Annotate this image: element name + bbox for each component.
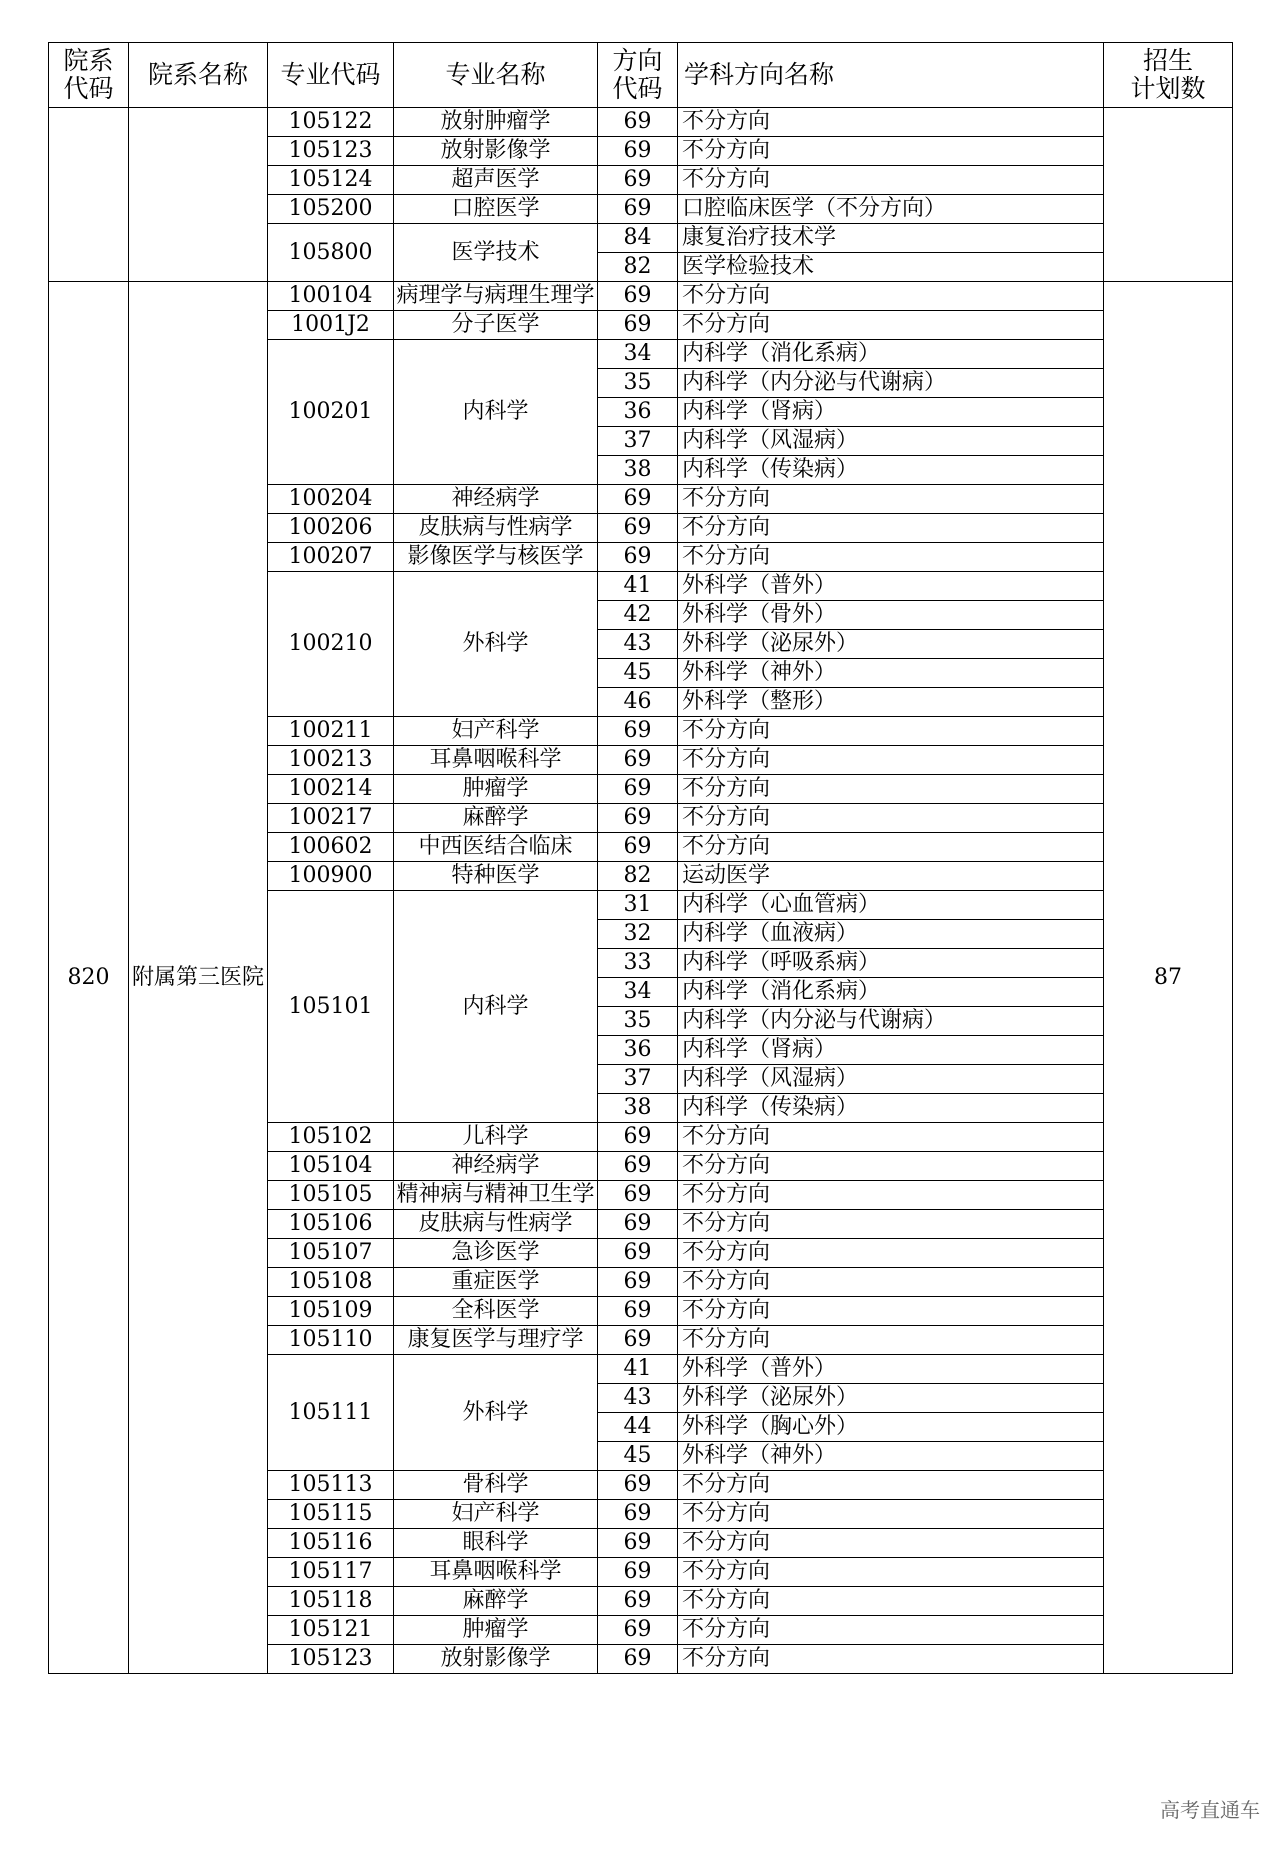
direction-code-cell: 69 xyxy=(598,804,678,833)
direction-name-cell: 康复治疗技术学 xyxy=(678,224,1104,253)
direction-name-cell: 不分方向 xyxy=(678,717,1104,746)
direction-name-cell: 口腔临床医学（不分方向） xyxy=(678,195,1104,224)
major-code-cell: 100204 xyxy=(268,485,394,514)
direction-name-cell: 内科学（心血管病） xyxy=(678,891,1104,920)
direction-code-cell: 69 xyxy=(598,717,678,746)
major-name-cell: 外科学 xyxy=(394,572,598,717)
major-code-cell: 105123 xyxy=(268,1645,394,1674)
enrollment-table xyxy=(48,42,1233,1674)
direction-code-cell: 69 xyxy=(598,1268,678,1297)
direction-code-cell: 37 xyxy=(598,427,678,456)
major-name-cell: 影像医学与核医学 xyxy=(394,543,598,572)
direction-name-cell: 内科学（消化系病） xyxy=(678,340,1104,369)
direction-code-cell: 69 xyxy=(598,282,678,311)
direction-name-cell: 不分方向 xyxy=(678,833,1104,862)
direction-code-cell: 69 xyxy=(598,195,678,224)
direction-name-cell: 不分方向 xyxy=(678,137,1104,166)
major-code-cell: 100213 xyxy=(268,746,394,775)
major-name-cell: 妇产科学 xyxy=(394,1500,598,1529)
direction-code-cell: 69 xyxy=(598,1239,678,1268)
header-direction-name: 学科方向名称 xyxy=(678,43,1104,108)
header-major-name: 专业名称 xyxy=(394,43,598,108)
direction-name-cell: 内科学（内分泌与代谢病） xyxy=(678,1007,1104,1036)
major-name-cell: 皮肤病与性病学 xyxy=(394,514,598,543)
direction-name-cell: 不分方向 xyxy=(678,1297,1104,1326)
direction-code-cell: 36 xyxy=(598,398,678,427)
direction-name-cell: 内科学（消化系病） xyxy=(678,978,1104,1007)
major-code-cell: 100206 xyxy=(268,514,394,543)
major-name-cell: 重症医学 xyxy=(394,1268,598,1297)
direction-name-cell: 不分方向 xyxy=(678,746,1104,775)
major-name-cell: 放射影像学 xyxy=(394,1645,598,1674)
direction-name-cell: 内科学（内分泌与代谢病） xyxy=(678,369,1104,398)
direction-code-cell: 69 xyxy=(598,833,678,862)
major-code-cell: 105102 xyxy=(268,1123,394,1152)
direction-code-cell: 46 xyxy=(598,688,678,717)
watermark-text: 高考直通车 xyxy=(1160,1798,1260,1822)
major-name-cell: 病理学与病理生理学 xyxy=(394,282,598,311)
direction-code-cell: 69 xyxy=(598,1152,678,1181)
major-code-cell: 100217 xyxy=(268,804,394,833)
direction-name-cell: 外科学（泌尿外） xyxy=(678,630,1104,659)
major-code-cell: 105118 xyxy=(268,1587,394,1616)
major-name-cell: 内科学 xyxy=(394,891,598,1123)
major-code-cell: 105105 xyxy=(268,1181,394,1210)
direction-code-cell: 69 xyxy=(598,775,678,804)
direction-code-cell: 69 xyxy=(598,108,678,137)
direction-name-cell: 不分方向 xyxy=(678,1558,1104,1587)
direction-name-cell: 不分方向 xyxy=(678,1268,1104,1297)
major-name-cell: 放射影像学 xyxy=(394,137,598,166)
direction-name-cell: 不分方向 xyxy=(678,311,1104,340)
direction-name-cell: 内科学（传染病） xyxy=(678,1094,1104,1123)
header-dept-name: 院系名称 xyxy=(129,43,268,108)
table-header xyxy=(49,43,1233,108)
direction-code-cell: 43 xyxy=(598,630,678,659)
direction-code-cell: 69 xyxy=(598,1471,678,1500)
major-name-cell: 精神病与精神卫生学 xyxy=(394,1181,598,1210)
major-name-cell: 中西医结合临床 xyxy=(394,833,598,862)
table-row xyxy=(49,282,1233,311)
major-name-cell: 外科学 xyxy=(394,1355,598,1471)
direction-code-cell: 69 xyxy=(598,746,678,775)
direction-name-cell: 不分方向 xyxy=(678,1587,1104,1616)
table-row xyxy=(49,108,1233,137)
major-name-cell: 肿瘤学 xyxy=(394,775,598,804)
direction-code-cell: 38 xyxy=(598,456,678,485)
direction-name-cell: 不分方向 xyxy=(678,514,1104,543)
major-code-cell: 100201 xyxy=(268,340,394,485)
direction-name-cell: 不分方向 xyxy=(678,166,1104,195)
direction-name-cell: 不分方向 xyxy=(678,1123,1104,1152)
direction-name-cell: 不分方向 xyxy=(678,282,1104,311)
major-code-cell: 105115 xyxy=(268,1500,394,1529)
direction-code-cell: 69 xyxy=(598,1558,678,1587)
direction-code-cell: 82 xyxy=(598,862,678,891)
major-code-cell: 105117 xyxy=(268,1558,394,1587)
direction-name-cell: 外科学（神外） xyxy=(678,1442,1104,1471)
major-name-cell: 康复医学与理疗学 xyxy=(394,1326,598,1355)
direction-code-cell: 45 xyxy=(598,659,678,688)
direction-name-cell: 不分方向 xyxy=(678,1616,1104,1645)
major-name-cell: 放射肿瘤学 xyxy=(394,108,598,137)
major-name-cell: 特种医学 xyxy=(394,862,598,891)
header-dept-code: 院系 代码 xyxy=(49,43,129,108)
major-code-cell: 100210 xyxy=(268,572,394,717)
major-name-cell: 超声医学 xyxy=(394,166,598,195)
major-name-cell: 骨科学 xyxy=(394,1471,598,1500)
major-name-cell: 医学技术 xyxy=(394,224,598,282)
enrollment-table-container xyxy=(48,42,1232,1674)
direction-code-cell: 84 xyxy=(598,224,678,253)
direction-name-cell: 不分方向 xyxy=(678,1529,1104,1558)
direction-name-cell: 内科学（风湿病） xyxy=(678,1065,1104,1094)
direction-name-cell: 外科学（整形） xyxy=(678,688,1104,717)
direction-name-cell: 不分方向 xyxy=(678,1152,1104,1181)
direction-name-cell: 不分方向 xyxy=(678,804,1104,833)
direction-name-cell: 不分方向 xyxy=(678,775,1104,804)
direction-name-cell: 不分方向 xyxy=(678,1210,1104,1239)
major-code-cell: 105104 xyxy=(268,1152,394,1181)
direction-name-cell: 内科学（血液病） xyxy=(678,920,1104,949)
direction-code-cell: 69 xyxy=(598,1645,678,1674)
direction-code-cell: 69 xyxy=(598,1181,678,1210)
direction-name-cell: 运动医学 xyxy=(678,862,1104,891)
direction-code-cell: 69 xyxy=(598,1500,678,1529)
direction-name-cell: 不分方向 xyxy=(678,485,1104,514)
major-code-cell: 105116 xyxy=(268,1529,394,1558)
dept-code-cell-empty xyxy=(49,108,129,282)
major-name-cell: 皮肤病与性病学 xyxy=(394,1210,598,1239)
direction-name-cell: 医学检验技术 xyxy=(678,253,1104,282)
major-code-cell: 105101 xyxy=(268,891,394,1123)
direction-code-cell: 69 xyxy=(598,514,678,543)
major-code-cell: 100214 xyxy=(268,775,394,804)
direction-code-cell: 69 xyxy=(598,1616,678,1645)
direction-code-cell: 36 xyxy=(598,1036,678,1065)
plan-cell-empty xyxy=(1104,108,1233,282)
major-code-cell: 105113 xyxy=(268,1471,394,1500)
major-code-cell: 1001J2 xyxy=(268,311,394,340)
direction-code-cell: 41 xyxy=(598,1355,678,1384)
direction-code-cell: 69 xyxy=(598,1587,678,1616)
direction-code-cell: 45 xyxy=(598,1442,678,1471)
direction-code-cell: 69 xyxy=(598,1123,678,1152)
major-code-cell: 100211 xyxy=(268,717,394,746)
header-major-code: 专业代码 xyxy=(268,43,394,108)
header-direction-code: 方向 代码 xyxy=(598,43,678,108)
major-name-cell: 分子医学 xyxy=(394,311,598,340)
dept-name-cell: 附属第三医院 xyxy=(129,282,268,1674)
major-code-cell: 105124 xyxy=(268,166,394,195)
major-name-cell: 肿瘤学 xyxy=(394,1616,598,1645)
direction-name-cell: 外科学（胸心外） xyxy=(678,1413,1104,1442)
direction-name-cell: 不分方向 xyxy=(678,1500,1104,1529)
direction-code-cell: 43 xyxy=(598,1384,678,1413)
major-name-cell: 神经病学 xyxy=(394,485,598,514)
direction-code-cell: 69 xyxy=(598,1529,678,1558)
direction-code-cell: 42 xyxy=(598,601,678,630)
direction-name-cell: 不分方向 xyxy=(678,1181,1104,1210)
major-code-cell: 100104 xyxy=(268,282,394,311)
major-code-cell: 105200 xyxy=(268,195,394,224)
direction-code-cell: 41 xyxy=(598,572,678,601)
direction-name-cell: 内科学（传染病） xyxy=(678,456,1104,485)
major-code-cell: 105121 xyxy=(268,1616,394,1645)
direction-code-cell: 38 xyxy=(598,1094,678,1123)
direction-name-cell: 不分方向 xyxy=(678,1471,1104,1500)
direction-code-cell: 69 xyxy=(598,166,678,195)
direction-name-cell: 不分方向 xyxy=(678,1645,1104,1674)
major-code-cell: 100602 xyxy=(268,833,394,862)
direction-name-cell: 不分方向 xyxy=(678,543,1104,572)
direction-code-cell: 31 xyxy=(598,891,678,920)
direction-code-cell: 69 xyxy=(598,137,678,166)
major-code-cell: 105107 xyxy=(268,1239,394,1268)
major-code-cell: 105110 xyxy=(268,1326,394,1355)
major-name-cell: 眼科学 xyxy=(394,1529,598,1558)
direction-name-cell: 外科学（泌尿外） xyxy=(678,1384,1104,1413)
major-name-cell: 口腔医学 xyxy=(394,195,598,224)
major-name-cell: 神经病学 xyxy=(394,1152,598,1181)
major-name-cell: 儿科学 xyxy=(394,1123,598,1152)
table-body xyxy=(49,108,1233,1674)
direction-code-cell: 34 xyxy=(598,978,678,1007)
direction-name-cell: 外科学（神外） xyxy=(678,659,1104,688)
direction-code-cell: 69 xyxy=(598,1210,678,1239)
major-code-cell: 105122 xyxy=(268,108,394,137)
dept-name-cell-empty xyxy=(129,108,268,282)
major-code-cell: 105108 xyxy=(268,1268,394,1297)
direction-code-cell: 69 xyxy=(598,1326,678,1355)
major-name-cell: 妇产科学 xyxy=(394,717,598,746)
major-code-cell: 105123 xyxy=(268,137,394,166)
direction-code-cell: 34 xyxy=(598,340,678,369)
major-code-cell: 100207 xyxy=(268,543,394,572)
major-name-cell: 全科医学 xyxy=(394,1297,598,1326)
direction-code-cell: 44 xyxy=(598,1413,678,1442)
direction-name-cell: 不分方向 xyxy=(678,108,1104,137)
direction-name-cell: 外科学（普外） xyxy=(678,572,1104,601)
major-name-cell: 耳鼻咽喉科学 xyxy=(394,1558,598,1587)
direction-name-cell: 不分方向 xyxy=(678,1239,1104,1268)
direction-code-cell: 82 xyxy=(598,253,678,282)
direction-name-cell: 外科学（骨外） xyxy=(678,601,1104,630)
direction-code-cell: 35 xyxy=(598,369,678,398)
major-name-cell: 急诊医学 xyxy=(394,1239,598,1268)
major-code-cell: 100900 xyxy=(268,862,394,891)
direction-name-cell: 不分方向 xyxy=(678,1326,1104,1355)
plan-cell: 87 xyxy=(1104,282,1233,1674)
major-code-cell: 105800 xyxy=(268,224,394,282)
direction-name-cell: 内科学（肾病） xyxy=(678,398,1104,427)
major-code-cell: 105111 xyxy=(268,1355,394,1471)
direction-code-cell: 69 xyxy=(598,543,678,572)
header-plan: 招生 计划数 xyxy=(1104,43,1233,108)
major-name-cell: 麻醉学 xyxy=(394,804,598,833)
direction-code-cell: 69 xyxy=(598,485,678,514)
direction-name-cell: 内科学（风湿病） xyxy=(678,427,1104,456)
direction-code-cell: 37 xyxy=(598,1065,678,1094)
direction-name-cell: 外科学（普外） xyxy=(678,1355,1104,1384)
major-name-cell: 内科学 xyxy=(394,340,598,485)
direction-name-cell: 内科学（肾病） xyxy=(678,1036,1104,1065)
major-code-cell: 105109 xyxy=(268,1297,394,1326)
dept-code-cell: 820 xyxy=(49,282,129,1674)
direction-code-cell: 35 xyxy=(598,1007,678,1036)
major-code-cell: 105106 xyxy=(268,1210,394,1239)
direction-code-cell: 32 xyxy=(598,920,678,949)
direction-code-cell: 69 xyxy=(598,311,678,340)
direction-code-cell: 69 xyxy=(598,1297,678,1326)
direction-name-cell: 内科学（呼吸系病） xyxy=(678,949,1104,978)
major-name-cell: 麻醉学 xyxy=(394,1587,598,1616)
major-name-cell: 耳鼻咽喉科学 xyxy=(394,746,598,775)
direction-code-cell: 33 xyxy=(598,949,678,978)
